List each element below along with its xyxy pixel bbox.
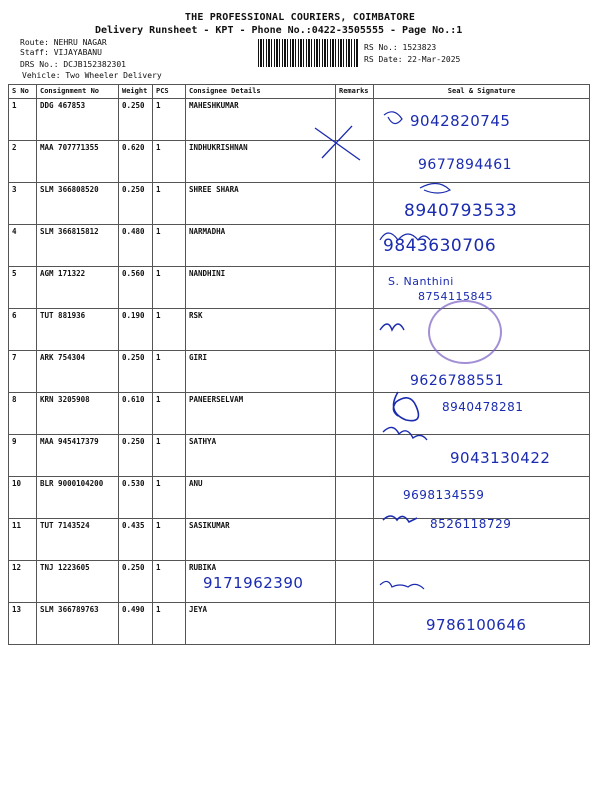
cell-consignment: BLR 9000104200 [37,477,119,519]
rs-number: RS No.: 1523823 [364,43,437,52]
cell-weight: 0.480 [119,225,153,267]
handwritten-phone-13: 9786100646 [426,616,527,634]
cell-consignment: MAA 945417379 [37,435,119,477]
signature-scribble-6 [380,324,404,330]
cell-pcs: 1 [153,477,186,519]
cell-pcs: 1 [153,141,186,183]
cell-sno: 7 [9,351,37,393]
cell-sno: 12 [9,561,37,603]
cell-sno: 10 [9,477,37,519]
handwritten-name-5: S. Nanthini [388,275,454,288]
cell-sno: 1 [9,99,37,141]
cell-consignee: NARMADHA [186,225,336,267]
cell-pcs: 1 [153,183,186,225]
company-title: THE PROFESSIONAL COURIERS, COIMBATORE [184,12,416,23]
signature-scribble-9 [383,427,427,440]
cell-sno: 2 [9,141,37,183]
handwritten-phone-7: 9626788551 [410,373,505,389]
cell-consignment: SLM 366789763 [37,603,119,645]
cell-pcs: 1 [153,225,186,267]
cell-consignment: TUT 881936 [37,309,119,351]
signature-scribble-11 [383,516,417,522]
cell-sno: 3 [9,183,37,225]
cell-pcs: 1 [153,309,186,351]
cell-consignee: MAHESHKUMAR [186,99,336,141]
col-seal: Seal & Signature [374,85,590,99]
col-consignee: Consignee Details [186,85,336,99]
handwritten-phone-1: 9042820745 [410,112,511,130]
signature-scribble-1 [384,112,402,124]
cell-weight: 0.490 [119,603,153,645]
signature-scribble-3 [420,183,450,193]
cell-consignee: PANEERSELVAM [186,393,336,435]
cell-consignee: GIRI [186,351,336,393]
cell-pcs: 1 [153,393,186,435]
vehicle-label: Vehicle: Two Wheeler Delivery [22,71,162,80]
cell-consignee: RUBIKA [186,561,336,603]
col-remarks: Remarks [336,85,374,99]
cell-weight: 0.610 [119,393,153,435]
cell-consignment: MAA 707771355 [37,141,119,183]
cell-consignment: AGM 171322 [37,267,119,309]
cell-consignment: DDG 467853 [37,99,119,141]
handwritten-phone-2: 9677894461 [418,157,513,173]
handwritten-phone-12: 9171962390 [203,574,304,592]
signature-scribble-12 [380,581,424,589]
rs-date: RS Date: 22-Mar-2025 [364,55,461,64]
cell-consignment: TUT 7143524 [37,519,119,561]
col-weight: Weight [119,85,153,99]
cell-weight: 0.620 [119,141,153,183]
cell-weight: 0.190 [119,309,153,351]
col-sno: S No [9,85,37,99]
cell-consignee: SHREE SHARA [186,183,336,225]
cell-weight: 0.250 [119,351,153,393]
staff-label: Staff: VIJAYABANU [20,48,102,57]
col-consignment: Consignment No [37,85,119,99]
cell-weight: 0.250 [119,99,153,141]
cell-consignment: ARK 754304 [37,351,119,393]
cell-consignee: ANU [186,477,336,519]
cell-consignment: KRN 3205908 [37,393,119,435]
handwritten-phone-4: 9843630706 [383,236,497,256]
cell-consignment: SLM 366815812 [37,225,119,267]
cell-sno: 9 [9,435,37,477]
cell-pcs: 1 [153,351,186,393]
cell-sno: 8 [9,393,37,435]
runsheet-subtitle: Delivery Runsheet - KPT - Phone No.:0422-3505555 - Page No.:1 [95,25,463,36]
handwritten-phone-10: 9698134559 [403,488,485,502]
handwritten-phone-9: 9043130422 [450,449,551,467]
cell-consignee: SASIKUMAR [186,519,336,561]
cell-weight: 0.250 [119,561,153,603]
cell-weight: 0.250 [119,435,153,477]
cell-consignee: JEYA [186,603,336,645]
cell-sno: 6 [9,309,37,351]
handwritten-phone-3: 8940793533 [404,201,518,221]
cell-sno: 5 [9,267,37,309]
cell-sno: 4 [9,225,37,267]
cell-pcs: 1 [153,267,186,309]
col-pcs: PCS [153,85,186,99]
cell-weight: 0.530 [119,477,153,519]
cell-weight: 0.560 [119,267,153,309]
cross-mark [315,126,360,160]
handwritten-phone-8: 8940478281 [442,400,524,414]
cell-pcs: 1 [153,519,186,561]
cell-consignee: NANDHINI [186,267,336,309]
cell-weight: 0.435 [119,519,153,561]
cell-consignee: SATHYA [186,435,336,477]
cell-pcs: 1 [153,99,186,141]
cell-pcs: 1 [153,561,186,603]
cell-sno: 13 [9,603,37,645]
cell-consignee: RSK [186,309,336,351]
cell-consignee: INDHUKRISHNAN [186,141,336,183]
cell-sno: 11 [9,519,37,561]
handwritten-phone-11: 8526118729 [430,517,512,531]
cell-consignment: TNJ 1223605 [37,561,119,603]
signature-scribble-8 [393,392,418,421]
seal-stamp [428,300,502,364]
cell-pcs: 1 [153,435,186,477]
route-label: Route: NEHRU NAGAR [20,38,107,47]
drs-number: DRS No.: DCJB152382301 [20,60,126,69]
cell-consignment: SLM 366808520 [37,183,119,225]
cell-weight: 0.250 [119,183,153,225]
handwritten-phone-5: 8754115845 [418,290,493,303]
cell-pcs: 1 [153,603,186,645]
